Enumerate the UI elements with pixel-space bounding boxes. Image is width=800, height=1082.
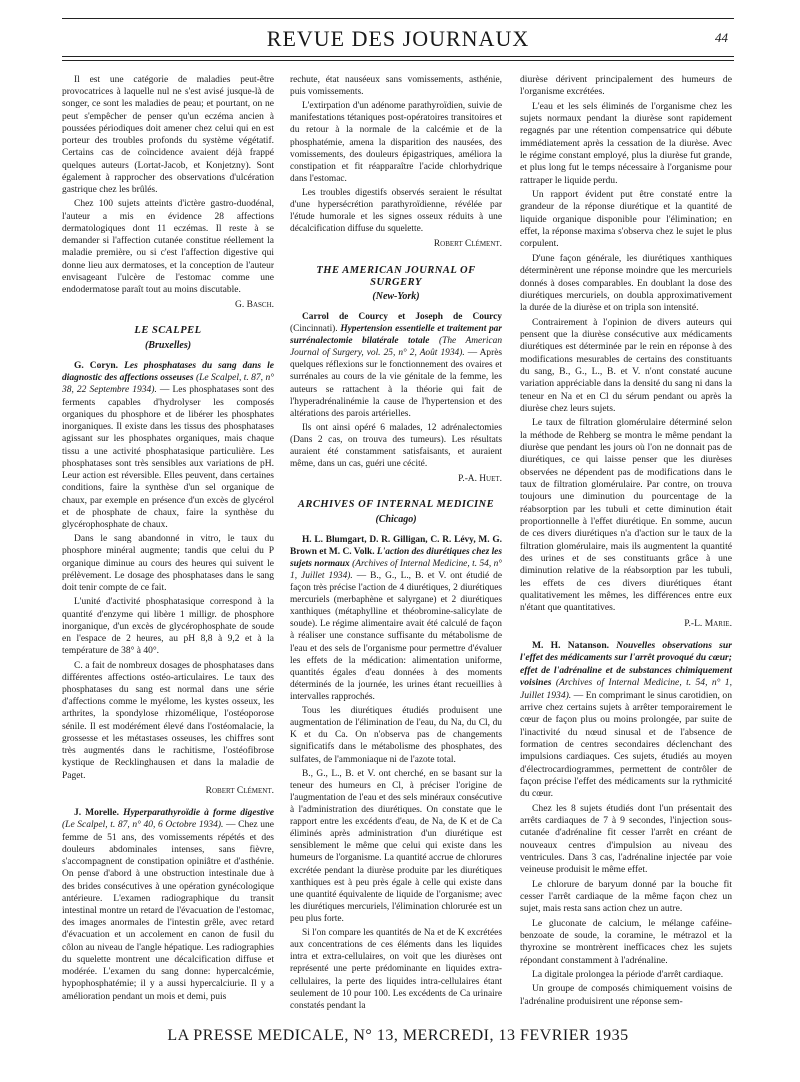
paragraph: Tous les diurétiques étudiés produisent une augmentation de l'élimination de l'eau, du Na, du Cl, du K et du Ca. On n'observa pas de changements significatifs dans le métabolisme des phosphates, des sulfates, de l'ammoniaque ni de l'azote total. — [290, 706, 502, 765]
journal-heading: LE SCALPEL — [134, 325, 202, 337]
paragraph: B., G., L., B. et V. ont cherché, en se basant sur la teneur des humeurs en Cl, à préciser l'origine de l'augmentation de l'eau et des sels minéraux consécutive à l'administration des diurétiques. On constate que le rapport entre les excédents d'eau, de Na, de K et de Ca éliminés après administration d'un diurétique est sensiblement le même que celui qui existe dans les humeurs de l'organisme. La quantité accrue de chlorures excrétée pendant la diurèse produite par les diurétiques xanthiques est à peu près égale à celle qui existe dans une quantité équivalente de liquide de l'organisme; avec les diurétiques mercuriels, l'élimination chlorurée est un peu plus forte. — [290, 768, 502, 924]
signature: G. Basch. — [235, 300, 274, 311]
column-middle — [290, 74, 502, 1014]
article-title: L'action des diurétiques chez les sujets normaux — [290, 546, 502, 569]
article-author: G. Coryn. — [74, 360, 119, 371]
article-abstract — [290, 311, 502, 420]
paragraph: Il est une catégorie de maladies peut-être provocatrices à laquelle nul ne s'est avisé jusque-là de songer, ce sont les maladies de peau; et pourtant, on ne peut s'empêcher de penser qu'un eczéma ancien à poussées périodiques doit amener chez celui qui en est porteur des troubles profonds du système végétatif. Certains cas de coïncidence avaient déjà frappé quelques auteurs (Lortat-Jacob, et Konjetzny). Sont également à rapprocher des observations d'ulcération gastrique chez les brûlés. — [62, 75, 274, 196]
article-title: Nouvelles observations sur l'effet des médicaments sur l'arrêt provoqué du cœur; effet de l'adrénaline et de substances chimiquement voisines — [520, 640, 732, 689]
masthead-double-rule — [62, 56, 734, 61]
column-left — [62, 74, 274, 1005]
paragraph: rechute, état nauséeux sans vomissements, asthénie, puis vomissements. — [290, 75, 502, 98]
paragraph: D'une façon générale, les diurétiques xanthiques déterminèrent une réponse moindre que les mercuriels donnés à doses comparables. En doublant la dose des diurétiques mercuriels, on doubla approximativement la durée de la diurèse et on tripla son intensité. — [520, 252, 732, 314]
footer-text-wrap — [62, 1027, 734, 1045]
paragraph: Un rapport évident put être constaté entre la grandeur de la réponse diurétique et la quantité de liquide organique disponible pour l'élimination; en effet, la réponse maxima s'observa chez le sujet le plus corpulent. — [520, 189, 732, 250]
journal-heading: ARCHIVES OF INTERNAL MEDICINE — [297, 499, 495, 511]
journal-heading: THE AMERICAN JOURNAL OF SURGERY — [316, 264, 476, 288]
signature: Robert Clément. — [433, 239, 502, 250]
signature: P.-L. Marie. — [684, 617, 732, 629]
page-number: 44 — [715, 30, 728, 45]
article-title: Hypertension essentielle et traitement par surrénalectomie bilatérale totale — [290, 323, 503, 347]
article-body: — B., G., L., B. et V. ont étudié de façon très précise l'action de 4 diurétiques, 2 diurétiques mercuriels (merbaphène et salyrgane) et 2 diurétiques xanthiques (métaphylline et théobromine-salicylate de soude). Le régime alimentaire avait été calculé de façon à réaliser une constance suffisante du métabolisme de l'eau et des sels de l'organisme pour permettre d'évaluer les effets de la médication: alimentation uniforme, quantités égales d'eau données à des moments déterminés de la journée, les urines étant recueillies à intervalles rapprochés. — [290, 570, 502, 703]
paragraph: diurèse dérivent principalement des humeurs de l'organisme excrétées. — [520, 74, 732, 98]
article-body: — Chez une femme de 51 ans, des vomissements répétés et des douleurs abdominales intenses, sans fièvre, s'accompagnent de constipation opiniâtre et d'asthénie. On pense d'abord à une obstruction intestinale due à des brides consécutives à une opération gynécologique antérieure. L'examen radiographique du transit intestinal montre un retard de l'évacuation de l'estomac, des images anormales de l'intestin grêle, avec retard d'évacuation et un accolement en canon de fusil du côlon au niveau de l'angle hépatique. Les radiographies du squelette montrent une décalcification diffuse et modérée. L'examen du sang donne: hypercalcémie, hypophosphatémie; il y a aussi hypercalciurie. Il y a amélioration pendant un mois et demi, puis — [62, 820, 274, 1002]
paragraph: Chez les 8 sujets étudiés dont l'un présentait des arrêts cardiaques de 7 à 9 secondes, l'injection sous-cutanée d'adrénaline fit cesser l'arrêt en créant de nouveaux centres d'impulsion au niveau des ventricules. Dans 3 cas, l'adrénaline injectée par voie veineuse produisit le même effet. — [520, 802, 732, 876]
paragraph: Dans le sang abandonné in vitro, le taux du phosphore minéral augmente; tandis que celui du P organique diminue au cours des heures qui suivent le prélèvement. Le dosage des phosphatases dans le sang doit tenir compte de ce fait. — [62, 534, 274, 594]
signature: P.-A. Huet. — [458, 474, 502, 485]
signature: Robert Clément. — [205, 785, 274, 796]
article-author: M. H. Natanson. — [532, 640, 610, 652]
paragraph: Les troubles digestifs observés seraient le résultat d'une hypersécrétion parathyroïdienne, révélée par l'étude humorale et les signes osseux réduits à une décalcification diffuse du squelette. — [290, 187, 502, 235]
article-body: — Après quelques réflexions sur le fonctionnement des ovaires et surrénales au cours de la vie génitale de la femme, les auteurs se rattachent à la théorie qui fait de l'hyperadrénalinémie la cause de l'hypertension et des altérations des parois artérielles. — [290, 348, 503, 419]
article-abstract — [520, 640, 732, 800]
paragraph: L'eau et les sels éliminés de l'organisme chez les sujets normaux pendant la diurèse sont rapidement regagnés par une rétention compensatrice qui débute immédiatement après la cessation de la diurèse. Avec le régime constant employé, plus la diurèse fut grande, et plus long fut le temps nécessaire à l'organisme pour rattraper le liquide perdu. — [520, 100, 732, 186]
paragraph: Le taux de filtration glomérulaire déterminé selon la méthode de Rehberg se montra le même pendant la diurèse que pendant les jours où l'on ne donnait pas de diurétiques, ce qui laisse penser que les diurèses observées ne dépendent pas de modifications dans le taux de filtration glomérulaire. Par contre, on trouva toujours une diminution du pourcentage de la réabsorption par les tubuli et cette diminution était proportionnelle à l'effet diurétique. En somme, aucun de ces divers diurétiques n'a d'action sur le taux de la filtration glomérulaire, mais ils augmentent la quantité des urines et de ses constituants grâce à une diminution relative de la réabsorption par les tubuli, les effets de ces divers diurétiques étant qualitativement les mêmes, les différences entre eux n'étant que quantitatives. — [520, 417, 732, 614]
paragraph: Un groupe de composés chimiquement voisins de l'adrénaline produisirent une réponse sem- — [520, 983, 732, 1007]
article-reference: (Archives of Internal Medicine, t. 54, n° 1, Juillet 1934). — [290, 558, 503, 581]
article-abstract — [290, 534, 502, 704]
article-body: — En comprimant le sinus carotidien, on arrive chez certains sujets à arrêter temporairement le cœur de façon plus ou moins prolongée, par suite de l'inactivité du nœud sinusal et de l'absence de formation de centres secondaires déclenchant des impulsions cardiaques. Ces sujets, étudiés au moyen d'électrocardiogrammes, permettent de contrôler de façon précise l'effet des médicaments sur la rythmicité du cœur. — [520, 689, 732, 800]
footer-text: LA PRESSE MEDICALE, N° 13, MERCREDI, 13 FEVRIER 1935 — [159, 1027, 636, 1044]
top-rule — [62, 18, 734, 19]
article-title: Hyperparathyroïdie à forme digestive — [123, 808, 274, 819]
paragraph: L'unité d'activité phosphatasique correspond à la quantité d'enzyme qui libère 1 milligr. de phosphore inorganique, d'un excès de glycérophosphate de soude en l'espace de 2 heures, au pH 8,8 à 9,2 et à la température de 38° à 40°. — [62, 597, 274, 657]
journal-city: (Bruxelles) — [144, 339, 192, 351]
article-reference: (The American Journal of Surgery, vol. 25, n° 2, Août 1934). — [290, 336, 503, 359]
article-body: — Les phosphatases sont des ferments capables d'hydrolyser les composés organiques du phosphore et de libérer les phosphates inorganiques. Il existe dans les tissus des phosphatases agissant sur les phosphates organiques, mais chaque tissu a une activité phosphatasique particulière. Les phosphatases sont très sensibles aux variations de pH. Leur action est réversible. Elles peuvent, dans certaines conditions, faire la synthèse d'un sel organique de chaux, par exemple en présence d'un excès de glycérol et de phosphate de chaux, faire la synthèse du glycérophosphate de chaux. — [62, 385, 274, 530]
article-reference: (Le Scalpel, t. 87, n° 38, 22 Septembre 1934). — [62, 373, 275, 396]
article-abstract — [62, 360, 274, 531]
paragraph: Ils ont ainsi opéré 6 malades, 12 adrénalectomies (Dans 2 cas, on trouva des tumeurs). Les résultats auraient été constamment satisfaisants, et auraient même, dans un cas, guéri une cécité. — [290, 422, 502, 470]
article-reference: (Le Scalpel, t. 87, n° 40, 6 Octobre 1934). — [62, 820, 224, 831]
paragraph: Le chlorure de baryum donné par la bouche fit cesser l'arrêt cardiaque de la même façon chez un sujet, mais resta sans action chez un autre. — [520, 878, 732, 915]
article-abstract — [62, 807, 274, 1003]
journal-city: (Chicago) — [375, 513, 417, 525]
article-reference: (Archives of Internal Medicine, t. 54, n° 1, Juillet 1934). — [520, 677, 732, 701]
article-author: J. Morelle. — [74, 808, 120, 819]
paragraph: Chez 100 sujets atteints d'ictère gastro-duodénal, l'auteur a mis en évidence 28 affections dermatologiques dont 11 eczémas. Il reste à se demander si l'affection cutanée constitue réellement la maladie première, ou si c'est l'affection digestive qui donne lieu aux dermatoses, et la conception de l'auteur envisageant l'ulcère de l'estomac comme une endodermatose paraît tout au moins discutable. — [62, 199, 274, 295]
column-right — [520, 74, 732, 1010]
journal-city: (New-York) — [372, 290, 420, 302]
masthead — [62, 26, 734, 52]
article-title: Les phosphatases du sang dans le diagnostic des affections osseuses — [62, 360, 275, 384]
paragraph: Contrairement à l'opinion de divers auteurs qui pensent que la diurèse consécutive aux médicaments diurétiques est déterminée par le rein en réponse à des modifications mesurables de certains des constituants du sang, B., G., L., B. et V. n'ont constaté aucune variation appréciable dans la densité du sang ni dans la teneur en Na et en Cl du sérum pendant ou après la diurèse chez leurs sujets. — [520, 316, 732, 414]
page-footer — [62, 1027, 734, 1050]
article-author: Carrol de Courcy et Joseph de Courcy — [302, 311, 502, 322]
paragraph: La digitale prolongea la période d'arrêt cardiaque. — [532, 969, 724, 981]
paragraph: C. a fait de nombreux dosages de phosphatases dans différentes affections ostéo-articulaires. Le taux des phosphatases du sang est normal dans une série d'affections comme le myélome, les kystes osseux, les arthrites, la spondylose rhizomélique, l'ostéoporose sénile. Il est modérément élevé dans l'ostéomalacie, la grossesse et les métastases osseuses, les chiffres sont très augmentés dans le rachitisme, l'ostéofibrose kystique de Recklinghausen et dans la maladie de Paget. — [62, 660, 274, 781]
paragraph: L'extirpation d'un adénome parathyroïdien, suivie de manifestations tétaniques post-opératoires transitoires et du retour à la normale de la calcémie et de la phosphatémie, amena la disparition des nausées, des vomissements, des douleurs épigastriques, améliora la constipation et fit réapparaître l'acide chlorhydrique dans l'estomac. — [290, 101, 502, 184]
article-author: H. L. Blumgart, D. R. Gilligan, C. R. Lévy, M. G. Brown et M. C. Volk. — [290, 534, 502, 557]
article-location: (Cincinnati). — [290, 323, 338, 334]
paragraph: Le gluconate de calcium, le mélange caféine-benzoate de soude, la coramine, le métrazol et la thyroxine se montrèrent inefficaces chez les sujets répondant constamment à l'adrénaline. — [520, 917, 732, 966]
paragraph: Si l'on compare les quantités de Na et de K excrétées aux concentrations de ces éléments dans les liquides intra et extra-cellulaires, on voit que les diurèses ont représenté une perte prédominante en liquides extra-cellulaires, la perte des liquides intra-cellulaires étant seulement de 10 pour 100. Les excédents de Ca urinaire constatés pendant la — [290, 928, 502, 1011]
section-title: REVUE DES JOURNAUX — [266, 26, 530, 51]
